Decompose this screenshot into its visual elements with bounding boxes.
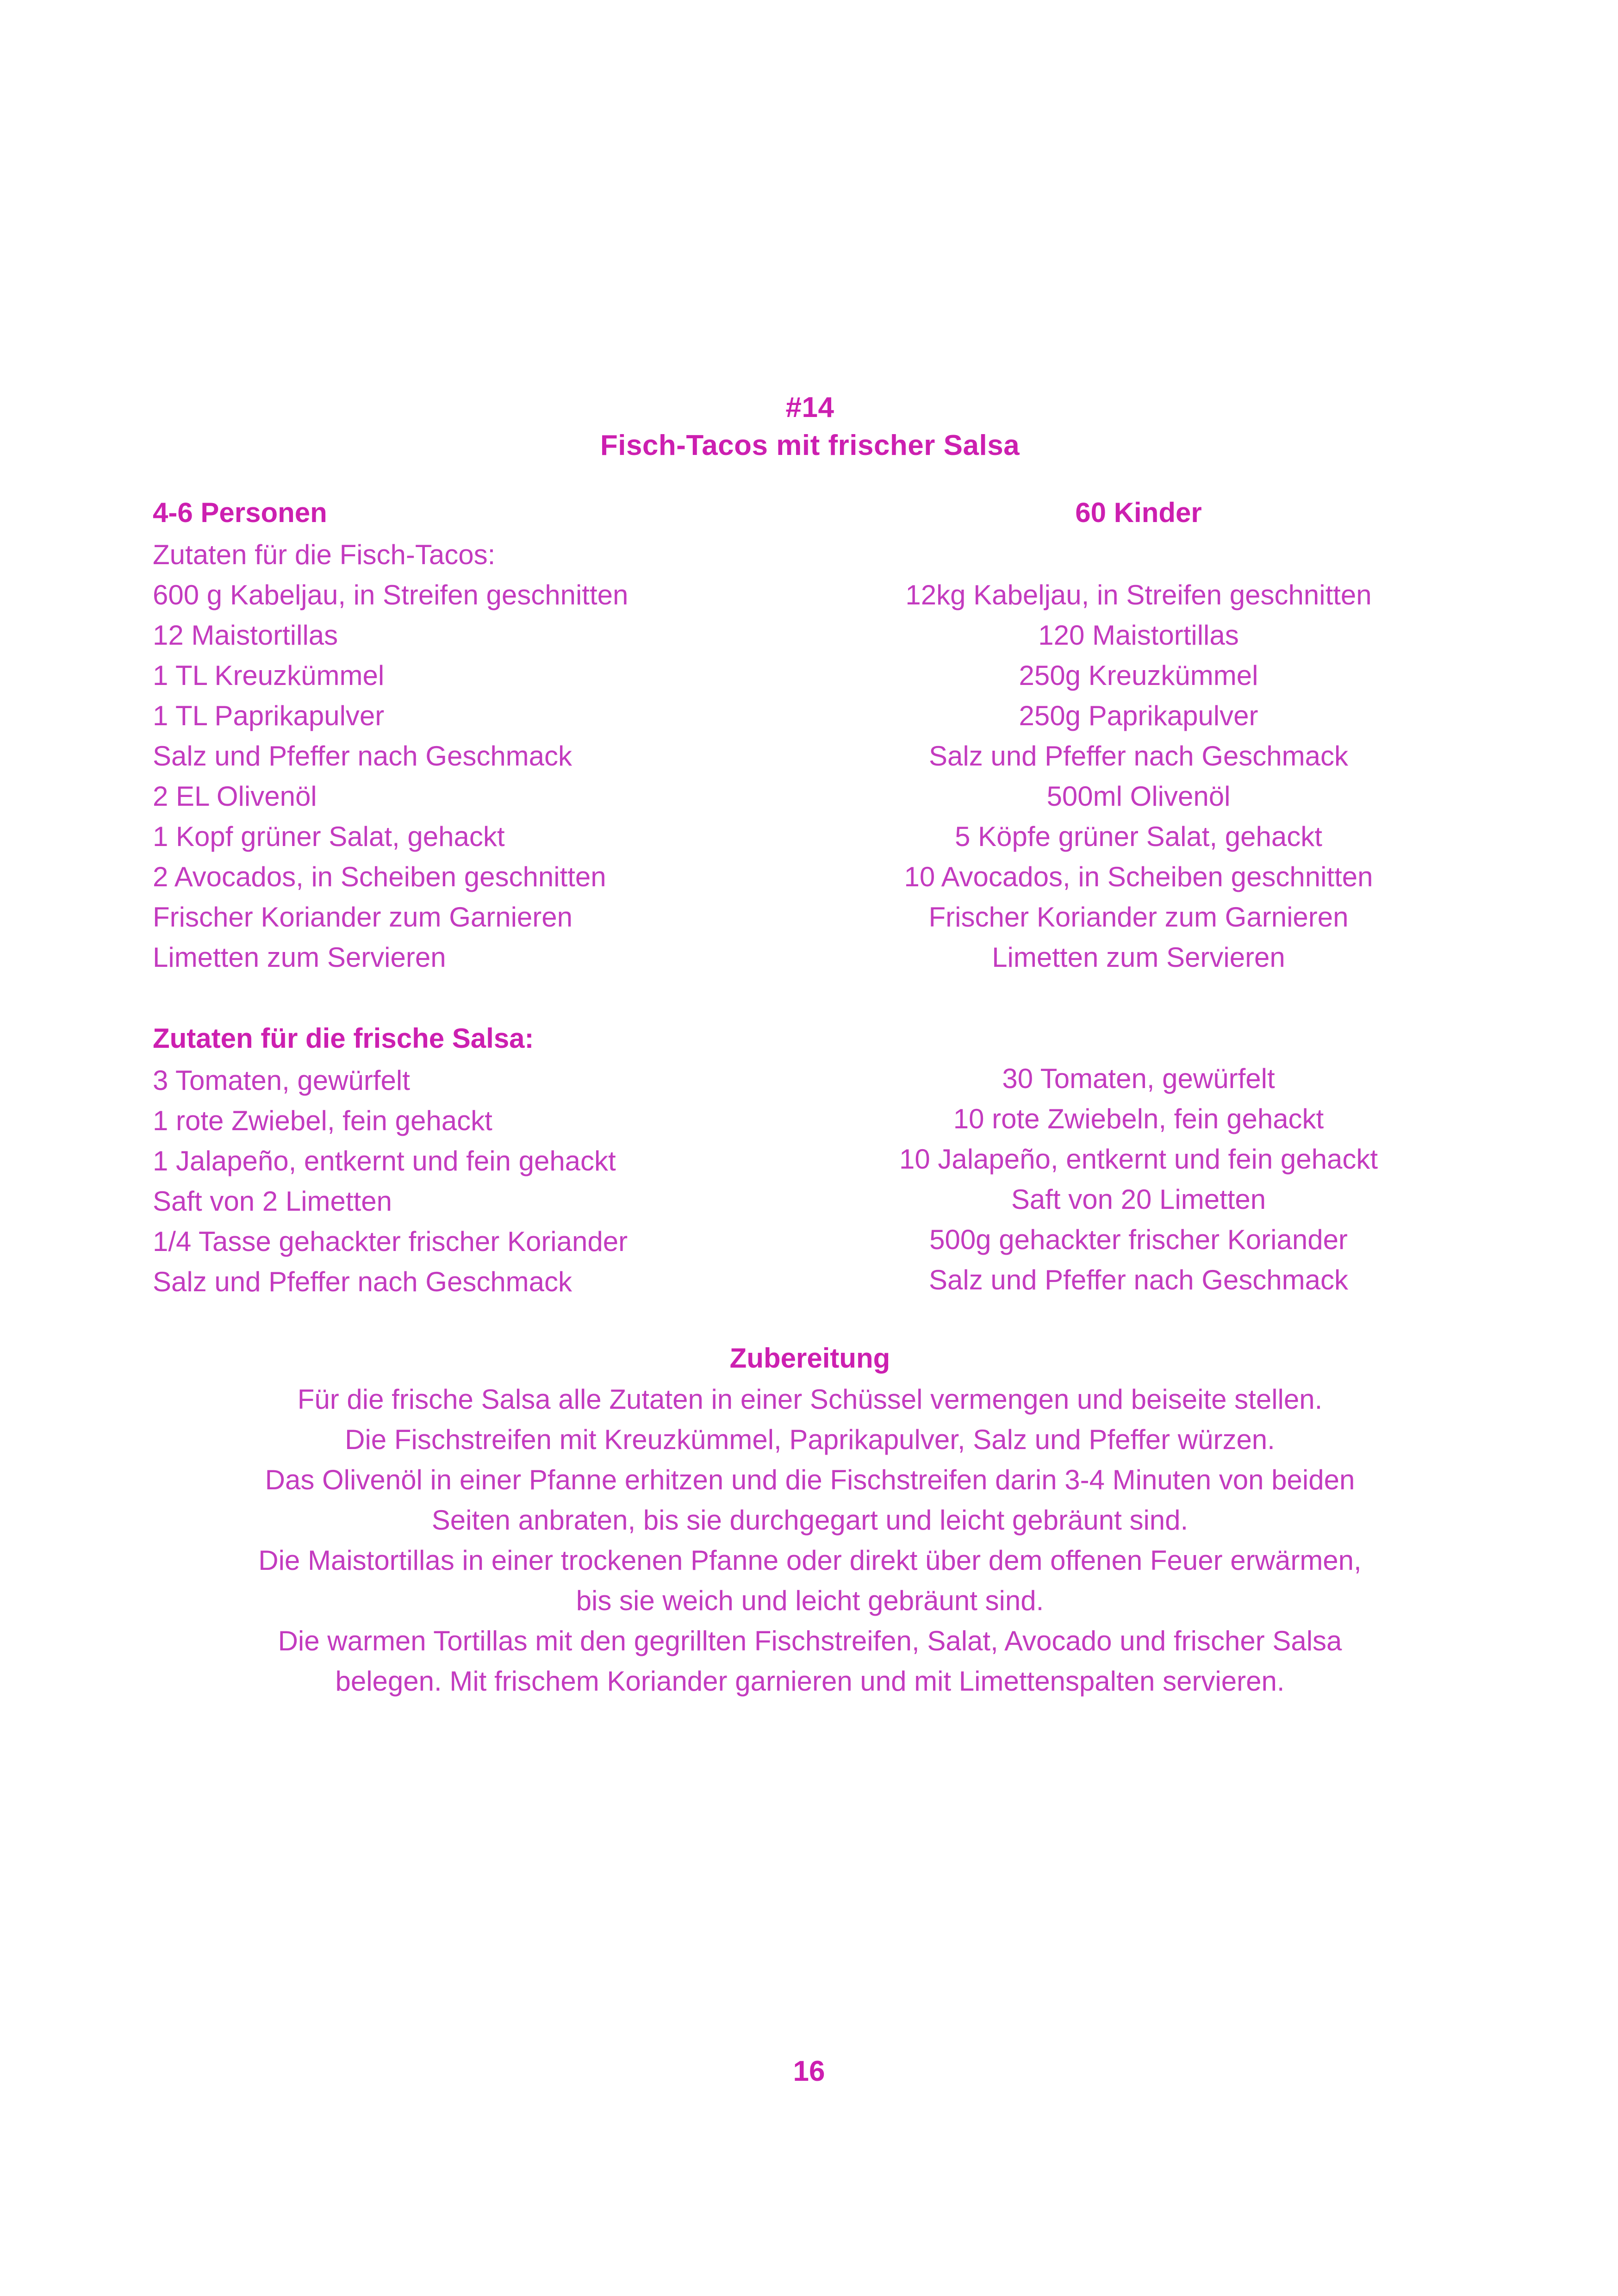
list-item: 10 rote Zwiebeln, fein gehackt: [953, 1103, 1324, 1134]
list-item: 1 Jalapeño, entkernt und fein gehackt: [153, 1145, 616, 1176]
list-item: 250g Paprikapulver: [1019, 700, 1258, 731]
list-item: 1/4 Tasse gehackter frischer Koriander: [153, 1226, 628, 1257]
spacer: [810, 1018, 1467, 1058]
preparation-line: Die warmen Tortillas mit den gegrillten Fischstreifen, Salat, Avocado und frischer Salsa: [278, 1625, 1342, 1656]
page-number: 16: [793, 2055, 825, 2087]
list-item: 10 Jalapeño, entkernt und fein gehackt: [899, 1143, 1378, 1175]
list-item: 3 Tomaten, gewürfelt: [153, 1064, 410, 1096]
main-ingredients-subheading: Zutaten für die Fisch-Tacos:: [153, 539, 496, 570]
page-title: Fisch-Tacos mit frischer Salsa: [600, 429, 1020, 461]
list-item: Salz und Pfeffer nach Geschmack: [928, 1264, 1349, 1295]
spacer: [810, 535, 1467, 575]
list-item: 120 Maistortillas: [1038, 619, 1239, 651]
salsa-ingredients-subheading: Zutaten für die frische Salsa:: [153, 1022, 534, 1054]
recipe-number: #14: [785, 392, 834, 423]
list-item: Salz und Pfeffer nach Geschmack: [153, 1266, 573, 1297]
list-item: 500ml Olivenöl: [1046, 780, 1231, 812]
main-ingredients-column-right: [810, 492, 1467, 977]
list-item: Salz und Pfeffer nach Geschmack: [928, 740, 1349, 772]
preparation-line: Für die frische Salsa alle Zutaten in einer Schüssel vermengen und beiseite stellen.: [297, 1383, 1323, 1415]
preparation-line: Die Maistortillas in einer trockenen Pfanne oder direkt über dem offenen Feuer erwärmen,: [258, 1544, 1362, 1576]
main-ingredients-column-left: [153, 492, 810, 977]
list-item: Salz und Pfeffer nach Geschmack: [153, 740, 573, 772]
list-item: 250g Kreuzkümmel: [1019, 660, 1258, 691]
main-ingredients-section: [153, 492, 1467, 977]
list-item: 10 Avocados, in Scheiben geschnitten: [904, 861, 1373, 892]
list-item: 12kg Kabeljau, in Streifen geschnitten: [905, 579, 1372, 610]
list-item: Limetten zum Servieren: [992, 941, 1285, 973]
list-item: 2 EL Olivenöl: [153, 780, 317, 812]
list-item: 500g gehackter frischer Koriander: [929, 1224, 1348, 1255]
servings-label-left: 4-6 Personen: [153, 497, 327, 528]
salsa-ingredients-column-left: [153, 1018, 810, 1302]
preparation-line: Das Olivenöl in einer Pfanne erhitzen und die Fischstreifen darin 3-4 Minuten von beiden: [265, 1464, 1355, 1495]
list-item: 30 Tomaten, gewürfelt: [1002, 1063, 1275, 1094]
list-item: 1 Kopf grüner Salat, gehackt: [153, 821, 505, 852]
list-item: Frischer Koriander zum Garnieren: [153, 901, 573, 933]
preparation-line: belegen. Mit frischem Koriander garnieren und mit Limettenspalten servieren.: [335, 1665, 1285, 1697]
recipe-content: [153, 389, 1467, 1701]
list-item: 2 Avocados, in Scheiben geschnitten: [153, 861, 606, 892]
list-item: Saft von 20 Limetten: [1011, 1183, 1266, 1215]
list-item: 1 TL Kreuzkümmel: [153, 660, 385, 691]
salsa-ingredients-section: [153, 1018, 1467, 1302]
list-item: 1 TL Paprikapulver: [153, 700, 385, 731]
list-item: 600 g Kabeljau, in Streifen geschnitten: [153, 579, 629, 610]
preparation-section: [153, 1338, 1467, 1701]
preparation-heading: Zubereitung: [729, 1342, 890, 1374]
list-item: Saft von 2 Limetten: [153, 1185, 392, 1217]
servings-label-right: 60 Kinder: [1075, 497, 1202, 528]
list-item: 5 Köpfe grüner Salat, gehackt: [955, 821, 1322, 852]
preparation-line: Seiten anbraten, bis sie durchgegart und leicht gebräunt sind.: [431, 1504, 1189, 1536]
list-item: 1 rote Zwiebel, fein gehackt: [153, 1105, 492, 1136]
list-item: Frischer Koriander zum Garnieren: [928, 901, 1349, 933]
section-gap: [153, 977, 1467, 1018]
recipe-title-block: [153, 389, 1467, 465]
preparation-line: bis sie weich und leicht gebräunt sind.: [576, 1585, 1044, 1616]
list-item: Limetten zum Servieren: [153, 941, 446, 973]
preparation-line: Die Fischstreifen mit Kreuzkümmel, Paprikapulver, Salz und Pfeffer würzen.: [345, 1424, 1275, 1455]
list-item: 12 Maistortillas: [153, 619, 338, 651]
salsa-ingredients-column-right: [810, 1018, 1467, 1302]
